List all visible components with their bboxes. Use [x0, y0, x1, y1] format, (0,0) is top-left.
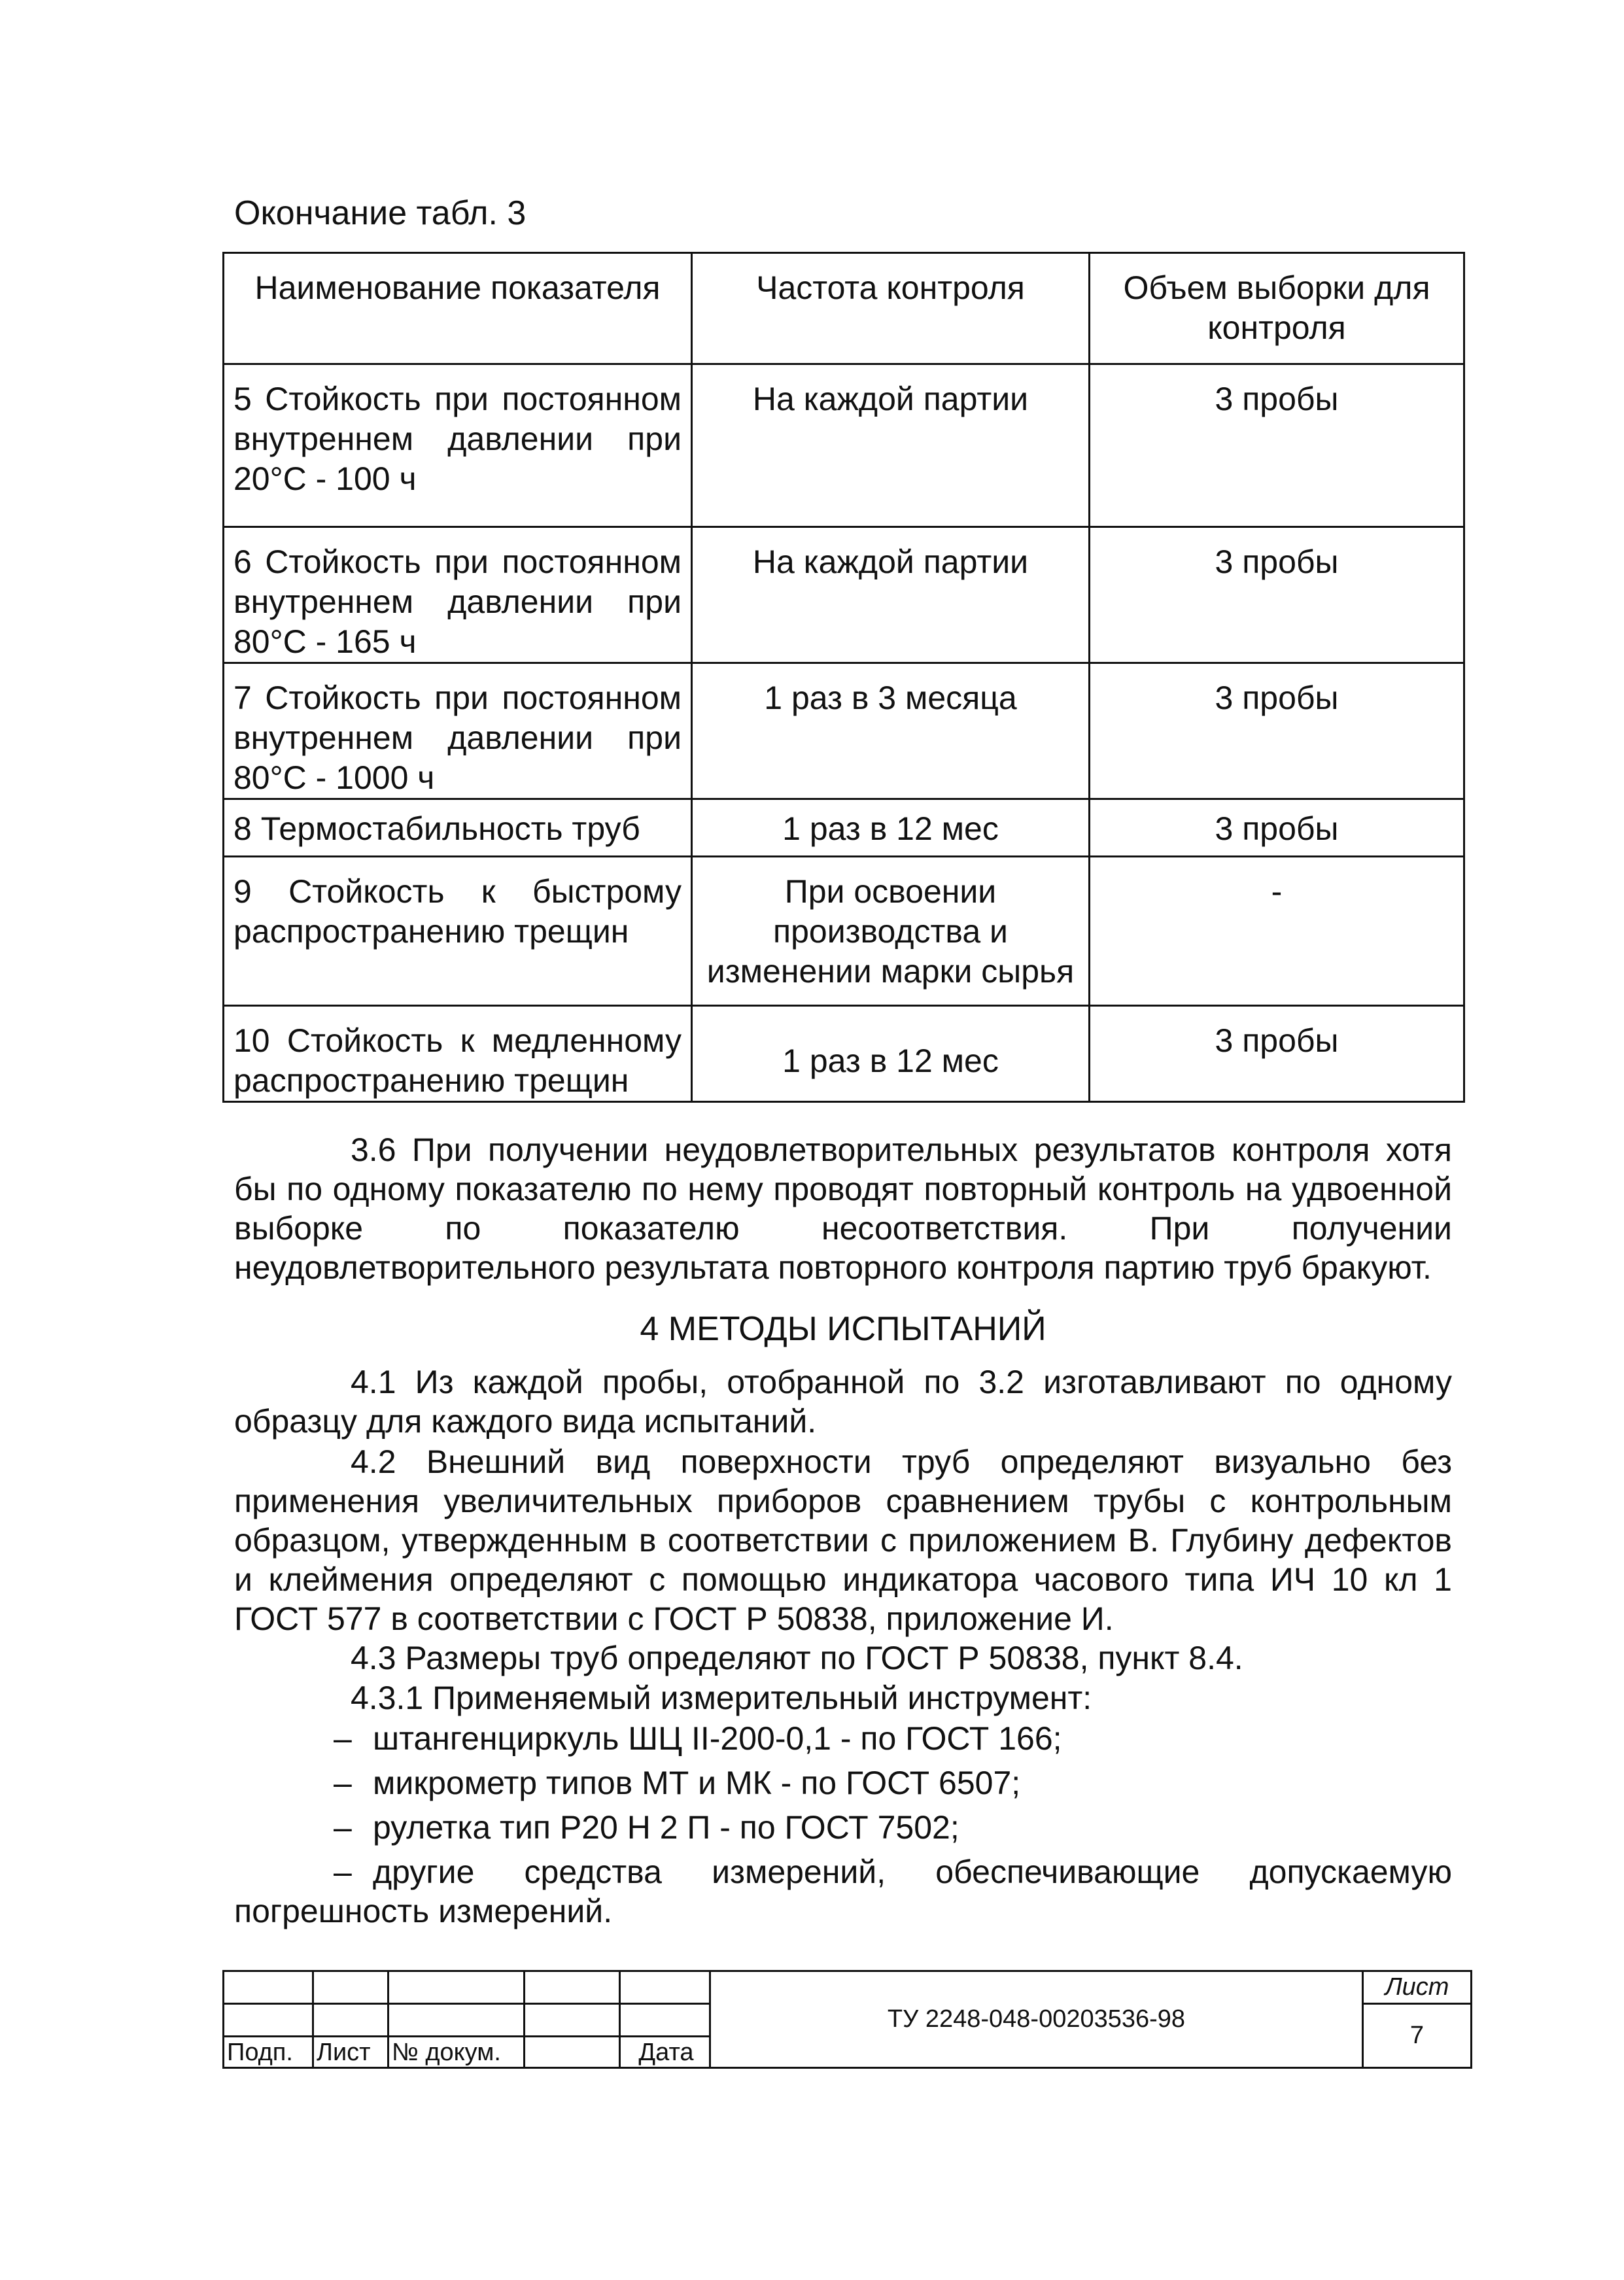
paragraph-4-1: 4.1 Из каждой пробы, отобранной по 3.2 изготавливают по одному образцу для каждого вида испытаний.: [234, 1364, 1452, 1440]
row-indicator: 5 Стойкость при постоянном внутреннем давлении при 20°С - 100 ч: [224, 364, 692, 527]
header-sample-size: Объем выборки для контроля: [1090, 253, 1464, 364]
title-block: [222, 1970, 1472, 2069]
table-row: [224, 799, 1464, 857]
row-frequency: 1 раз в 12 мес: [692, 799, 1090, 857]
stamp-label-list: Лист: [313, 2037, 389, 2068]
stamp-cell: [620, 2004, 710, 2037]
list-item-text: штангенциркуль ШЦ II-200-0,1 - по ГОСТ 166;: [373, 1720, 1062, 1757]
stamp-label-dokum: № докум.: [389, 2037, 525, 2068]
row-indicator: 8 Термостабильность труб: [224, 799, 692, 857]
dash-marker: –: [334, 1720, 352, 1757]
stamp-label-podp: Подп.: [224, 2037, 313, 2068]
paragraph-3-6: 3.6 При получении неудовлетворительных результатов контроля хотя бы по одному показателю по нему проводят повторный контроль на удвоенной выборке по показателю несоответствия. При получении неудовлетворительного результата повторного контроля партию труб бракуют.: [234, 1131, 1452, 1286]
dash-marker: –: [334, 1809, 352, 1846]
row-sample: 3 пробы: [1090, 364, 1464, 527]
row-frequency: При освоении производства и изменении марки сырья: [692, 857, 1090, 1006]
paragraph-4-3: 4.3 Размеры труб определяют по ГОСТ Р 50838, пункт 8.4.: [351, 1640, 1243, 1676]
list-item: [334, 1808, 959, 1847]
table-row: [224, 527, 1464, 663]
stamp-cell: [525, 2004, 620, 2037]
stamp-cell: [389, 1971, 525, 2004]
stamp-cell: [224, 2004, 313, 2037]
row-frequency: На каждой партии: [692, 364, 1090, 527]
table-header-row: [224, 253, 1464, 364]
row-frequency: 1 раз в 12 мес: [692, 1006, 1090, 1102]
dash-marker: –: [334, 1854, 352, 1890]
paragraph-4-3-1: 4.3.1 Применяемый измерительный инструмент:: [351, 1680, 1092, 1716]
table-row: [224, 1006, 1464, 1102]
table-row: [224, 857, 1464, 1006]
header-frequency: Частота контроля: [692, 253, 1090, 364]
table-row: [224, 364, 1464, 527]
sheet-label: Лист: [1363, 1971, 1472, 2004]
list-item: [334, 1763, 1020, 1803]
list-item: [234, 1852, 1452, 1931]
stamp-cell: [525, 1971, 620, 2004]
stamp-cell: [224, 1971, 313, 2004]
row-indicator: 10 Стойкость к медленному распространению трещин: [224, 1006, 692, 1102]
list-item: [334, 1719, 1062, 1758]
document-number: ТУ 2248-048-00203536-98: [710, 1971, 1363, 2068]
row-sample: 3 пробы: [1090, 663, 1464, 799]
row-sample: 3 пробы: [1090, 527, 1464, 663]
header-indicator: Наименование показателя: [224, 253, 692, 364]
section-heading: 4 МЕТОДЫ ИСПЫТАНИЙ: [640, 1310, 1046, 1348]
row-frequency: 1 раз в 3 месяца: [692, 663, 1090, 799]
table-caption: Окончание табл. 3: [234, 194, 527, 232]
list-item-text: микрометр типов МТ и МК - по ГОСТ 6507;: [373, 1765, 1021, 1801]
stamp-label-data: Дата: [620, 2037, 710, 2068]
list-item-text: другие средства измерений, обеспечивающие допускаемую погрешность измерений.: [234, 1854, 1452, 1929]
row-indicator: 6 Стойкость при постоянном внутреннем давлении при 80°С - 165 ч: [224, 527, 692, 663]
stamp-cell: [620, 1971, 710, 2004]
stamp-cell: [313, 1971, 389, 2004]
table-row: [224, 663, 1464, 799]
row-sample: 3 пробы: [1090, 799, 1464, 857]
stamp-cell: [313, 2004, 389, 2037]
control-table: [222, 252, 1465, 1103]
stamp-cell: [389, 2004, 525, 2037]
row-sample: -: [1090, 857, 1464, 1006]
list-item-text: рулетка тип Р20 Н 2 П - по ГОСТ 7502;: [373, 1809, 959, 1846]
row-indicator: 9 Стойкость к быстрому распространению трещин: [224, 857, 692, 1006]
row-frequency: На каждой партии: [692, 527, 1090, 663]
dash-marker: –: [334, 1765, 352, 1801]
stamp-cell: [525, 2037, 620, 2068]
paragraph-4-2: 4.2 Внешний вид поверхности труб определяют визуально без применения увеличительных приборов сравнением трубы с контрольным образцом, утвержденным в соответствии с приложением В. Глубину дефектов и клеймения определяют с помощью индикатора часового типа ИЧ 10 кл 1 ГОСТ 577 в соответствии с ГОСТ Р 50838, приложение И.: [234, 1443, 1452, 1637]
row-indicator: 7 Стойкость при постоянном внутреннем давлении при 80°С - 1000 ч: [224, 663, 692, 799]
row-sample: 3 пробы: [1090, 1006, 1464, 1102]
sheet-number: 7: [1363, 2004, 1472, 2068]
